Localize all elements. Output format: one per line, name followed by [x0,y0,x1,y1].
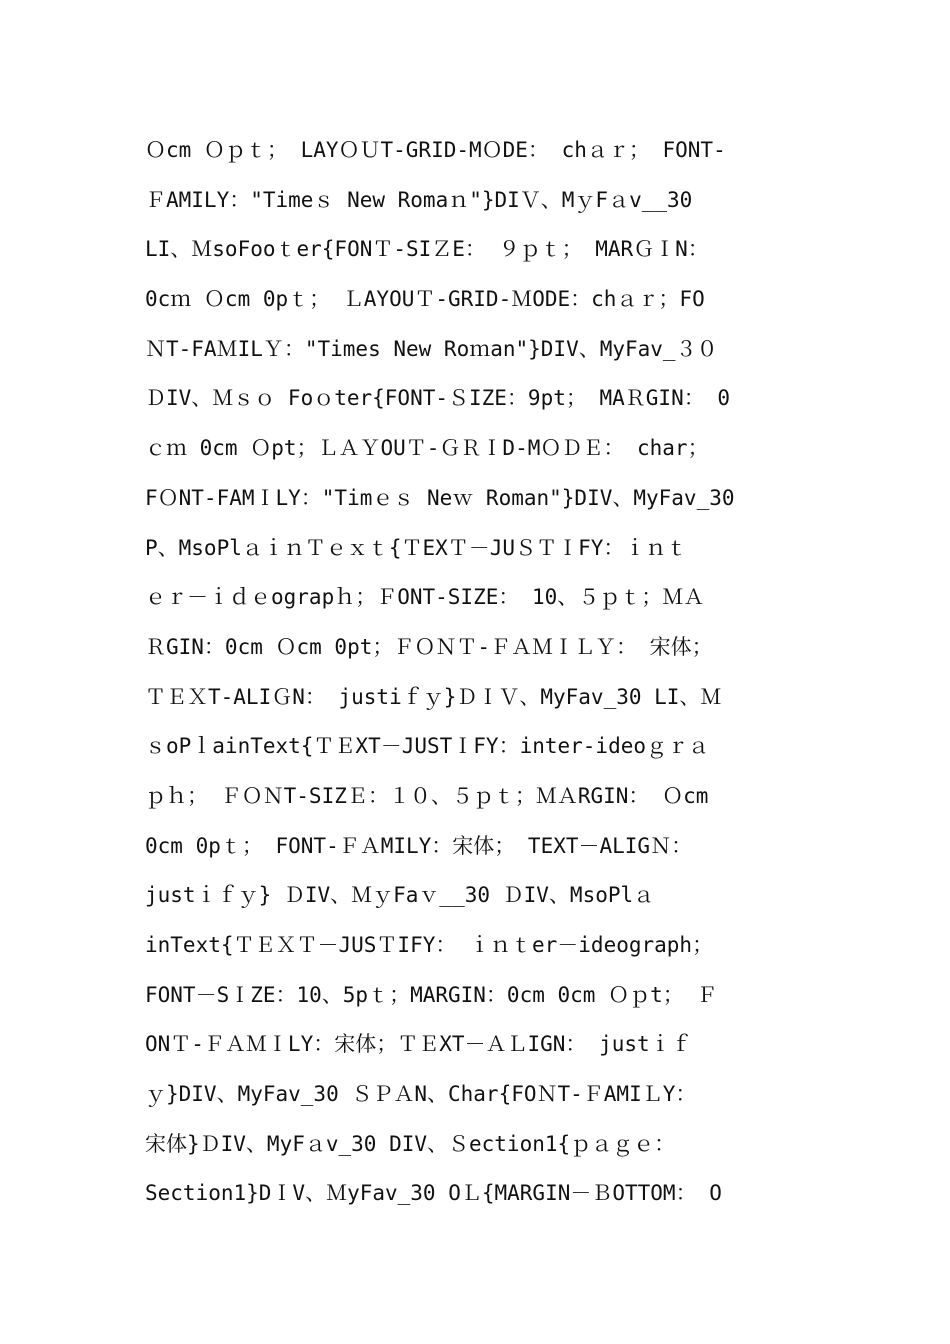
text-line-16: justｉｆｙ} ＤIV、ＭｙFaｖ__30 ＤIV、MsoPlａ [145,883,655,908]
text-line-13: ｓoPｌainText{ＴＥXT－JUSTＩFY：inter-ideoｇｒａ [145,734,710,759]
text-line-18: FONT－SＩZE：10、5pｔ；MARGIN：0cm 0cm Ｏｐt； Ｆ [145,982,718,1007]
text-line-2: ＦAMILY："Timeｓ New Romaｎ"}DIＶ、MｙFａv__30 [145,187,693,212]
text-line-6: ＤIV、Ｍｓｏ Foｏter{FONT-ＳIZE：9pt； MAＲGIN： 0 [145,386,731,411]
document-body-text [145,126,815,1219]
text-line-10: ｅｒ－ｉｄｅograpｈ；ＦONT-SIZE： 10、５ｐｔ；ＭＡ [145,585,705,610]
text-line-5: ＮT-FAＭILＹ："Times New Roｍan"}DIV、MyFav_３０ [145,336,718,361]
text-line-15: 0cm 0pｔ； FONT-ＦＡMILY：宋体； TEXT－ALIGＮ： [145,833,693,858]
text-line-9: P、MsoPlａｉｎＴｅｘｔ{ＴEXＴ－JUＳＴＩFY：ｉｎｔ [145,535,688,560]
text-line-19: ONＴ-ＦＡＭＩLY：宋体；ＴＥXT－ＡＬIGN： justｉｆ [145,1032,692,1057]
text-line-22: Section1}DＩV、ＭyFav_30 OＬ{MARGIN－ＢOTTOM： O [145,1181,722,1206]
text-line-8: FＯNT-FAMＩLY："Timｅｓ Neｗ Roman"}DIV、MyFav_30 [145,485,735,510]
text-line-3: LI、ＭsoFooｔer{FONＴ-SIＺE： ９ｐｔ； MARＧＩN： [145,237,709,262]
text-line-11: ＲGIN：0cm Ｏcm 0pt；ＦＯＮＴ-ＦＡＭＩＬＹ： 宋体； [145,634,713,659]
text-line-17: inText{ＴＥＸＴ－JUSＴIFY： ｉｎｔer－ideograph； [145,933,714,957]
text-line-7: ｃｍ 0cm Ｏpt；ＬＡＹOUＴ-ＧＲＩD-MＯＤＥ： char； [145,436,709,461]
text-line-20: ｙ}DIV、MyFav_30 ＳＰＡN、Char{FOＮT-ＦAMIＬY： [145,1082,697,1107]
text-line-14: ｐｈ； ＦＯＮT-SIZＥ：１０、５ｐｔ；ＭＡRGIN： Ｏcm [145,783,709,808]
text-line-4: 0cｍ Ｏcm 0pｔ； ＬAYOUＴ-GRID-ＭODE：chａｒ；FO [145,287,705,312]
text-line-21: 宋体}ＤIV、MyFａv_30 DIV、Ｓection1{ｐａｇｅ： [145,1131,676,1156]
text-line-12: ＴＥＸT-ALIＧN： justiｆｙ}ＤＩＶ、MyFav_30 LI、Ｍ [145,684,722,709]
text-line-1: Ｏcm Ｏｐｔ； LAYＯＵT-GRID-MＯDE： chａｒ； FONT- [145,138,726,162]
